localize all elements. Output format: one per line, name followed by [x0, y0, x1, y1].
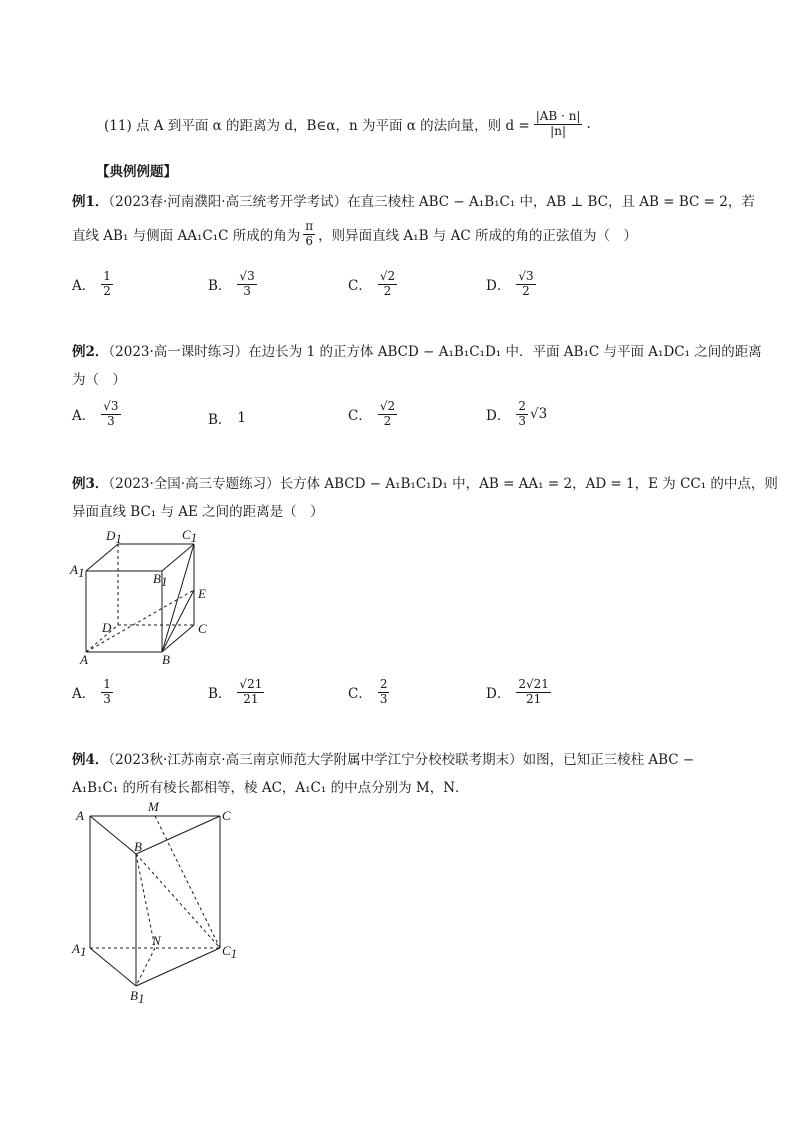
- formula-11-fraction: [534, 110, 583, 139]
- label-d1: D1: [106, 528, 122, 546]
- option-fraction: [378, 270, 397, 299]
- option-num: √3: [518, 269, 534, 283]
- ex3-line2: 异面直线 BC₁ 与 AE 之间的距离是（ ）: [72, 504, 324, 520]
- ex3-option-b[interactable]: [208, 678, 264, 707]
- label-c1: C1: [182, 528, 198, 545]
- ex1-text2a: 直线 AB₁ 与侧面 AA₁C₁C 所成的角为: [72, 228, 301, 245]
- option-letter: A．: [72, 408, 96, 425]
- formula-11-numerator: |AB · n|: [535, 109, 581, 123]
- ex3-option-c[interactable]: [348, 678, 389, 707]
- ex1-option-b[interactable]: [208, 270, 257, 299]
- ex4-label: 例4．: [72, 752, 109, 768]
- formula-11-lead: (11) 点 A 到平面 α 的距离为 d，B∈α，n 为平面 α 的法向量，则 d =: [104, 118, 530, 135]
- ex4-line1: [72, 748, 694, 768]
- option-fraction: [378, 678, 390, 707]
- label-e: E: [198, 586, 206, 601]
- ex3-cuboid-figure: [68, 528, 228, 668]
- option-fraction: [378, 400, 397, 429]
- ex1-text2b: ，则异面直线 A₁B 与 AC 所成的角的正弦值为（ ）: [318, 228, 637, 245]
- ex3-option-a[interactable]: [72, 678, 113, 707]
- option-num: √21: [239, 677, 263, 691]
- option-letter: A．: [72, 278, 96, 295]
- option-num: √3: [103, 399, 119, 413]
- edge-a1-d1: [86, 544, 118, 571]
- edge-b-c: [136, 816, 220, 854]
- option-suffix: √3: [529, 406, 548, 423]
- option-num: 2: [518, 399, 526, 413]
- ex1-line2: [72, 220, 637, 249]
- label-a: A: [76, 808, 84, 823]
- ex1-option-a[interactable]: [72, 270, 113, 299]
- label-b: B: [162, 652, 170, 667]
- ex3-text1: （2023·全国·高三专题练习）长方体 ABCD − A₁B₁C₁D₁ 中，AB = AA₁ = 2，AD = 1，E 为 CC₁ 的中点，则: [108, 476, 778, 492]
- option-letter: D．: [486, 686, 511, 703]
- option-num: √2: [379, 269, 396, 283]
- option-fraction: [101, 270, 113, 299]
- option-letter: C．: [348, 408, 372, 425]
- label-a1: A1: [72, 941, 87, 959]
- option-den: 3: [379, 691, 388, 706]
- option-letter: D．: [486, 408, 511, 425]
- label-a: A: [80, 652, 88, 667]
- label-d: D: [102, 620, 112, 635]
- ex1-angle-num: π: [305, 219, 314, 233]
- option-den: 21: [525, 691, 542, 706]
- segment-b-c1: [162, 544, 194, 652]
- ex3-option-d[interactable]: [486, 678, 551, 707]
- option-fraction: [237, 270, 256, 299]
- ex2-option-b[interactable]: [208, 408, 246, 428]
- hidden-segment-n-b1: [136, 948, 155, 986]
- option-letter: D．: [486, 278, 511, 295]
- edge-b1-c1: [136, 948, 220, 986]
- label-c: C: [222, 808, 231, 823]
- ex2-option-a[interactable]: [72, 400, 121, 429]
- option-letter: C．: [348, 278, 372, 295]
- option-den: 3: [243, 283, 251, 298]
- option-den: 2: [103, 283, 111, 298]
- ex2-option-d[interactable]: [486, 400, 547, 429]
- ex1-line1: [72, 190, 755, 210]
- section-title: 【典例例题】: [96, 164, 177, 180]
- formula-11-tail: .: [586, 116, 591, 133]
- edge-b1-c1: [162, 544, 194, 571]
- label-c: C: [198, 621, 207, 636]
- ex2-line2: 为（ ）: [72, 372, 126, 388]
- label-c1: C1: [222, 943, 238, 961]
- option-num: √2: [379, 399, 396, 413]
- ex2-text1: （2023·高一课时练习）在边长为 1 的正方体 ABCD − A₁B₁C₁D₁ 中．平面 AB₁C 与平面 A₁DC₁ 之间的距离: [108, 344, 762, 360]
- option-den: 2: [383, 283, 392, 298]
- option-den: 3: [107, 413, 115, 428]
- ex1-angle-fraction: [303, 220, 315, 249]
- label-b1: B1: [130, 988, 145, 1006]
- option-letter: B．: [208, 412, 232, 428]
- option-den: 3: [103, 691, 111, 706]
- ex1-angle-den: 6: [305, 233, 313, 248]
- option-letter: B．: [208, 278, 232, 295]
- label-m: M: [148, 800, 159, 814]
- ex1-option-d[interactable]: [486, 270, 536, 299]
- option-fraction: [101, 400, 120, 429]
- formula-11: [104, 110, 591, 139]
- hidden-segment-b-c1: [136, 854, 220, 948]
- label-a1: A1: [70, 562, 85, 580]
- option-value: 1: [237, 410, 247, 426]
- ex3-line1: [72, 472, 778, 492]
- option-num: 1: [103, 269, 111, 283]
- option-num: 1: [103, 677, 111, 691]
- edge-b-c: [162, 625, 194, 652]
- label-n: N: [152, 933, 161, 948]
- hidden-segment-m-c1: [155, 816, 220, 948]
- label-b: B: [134, 839, 142, 854]
- edge-a1-b1: [90, 948, 136, 986]
- ex3-label: 例3．: [72, 476, 109, 492]
- ex1-text1: （2023春·河南濮阳·高三统考开学考试）在直三棱柱 ABC − A₁B₁C₁ 中，AB ⊥ BC，且 AB = BC = 2，若: [108, 194, 755, 210]
- option-fraction: [516, 678, 551, 707]
- option-den: 2: [383, 413, 392, 428]
- ex2-label: 例2．: [72, 344, 109, 360]
- ex4-text1: （2023秋·江苏南京·高三南京师范大学附属中学江宁分校校联考期末）如图，已知正三棱柱 ABC −: [108, 752, 695, 768]
- formula-11-denominator: |n|: [550, 123, 566, 138]
- option-den: 2: [522, 283, 530, 298]
- option-num: √3: [239, 269, 255, 283]
- option-fraction: [516, 270, 535, 299]
- option-letter: B．: [208, 686, 232, 703]
- option-letter: C．: [348, 686, 372, 703]
- ex1-option-c[interactable]: [348, 270, 397, 299]
- edge-a-b: [90, 816, 136, 854]
- ex2-line1: [72, 340, 762, 360]
- option-fraction: [516, 400, 528, 429]
- option-fraction: [237, 678, 264, 707]
- ex2-option-c[interactable]: [348, 400, 397, 429]
- option-num: 2√21: [518, 677, 549, 691]
- option-num: 2: [379, 677, 388, 691]
- ex1-label: 例1．: [72, 194, 109, 210]
- option-den: 21: [243, 691, 259, 706]
- ex4-prism-figure: [70, 800, 250, 1010]
- option-letter: A．: [72, 686, 96, 703]
- ex4-line2: A₁B₁C₁ 的所有棱长都相等，棱 AC，A₁C₁ 的中点分别为 M，N．: [72, 780, 469, 796]
- option-den: 3: [518, 413, 526, 428]
- label-b1: B1: [153, 571, 168, 589]
- option-fraction: [101, 678, 113, 707]
